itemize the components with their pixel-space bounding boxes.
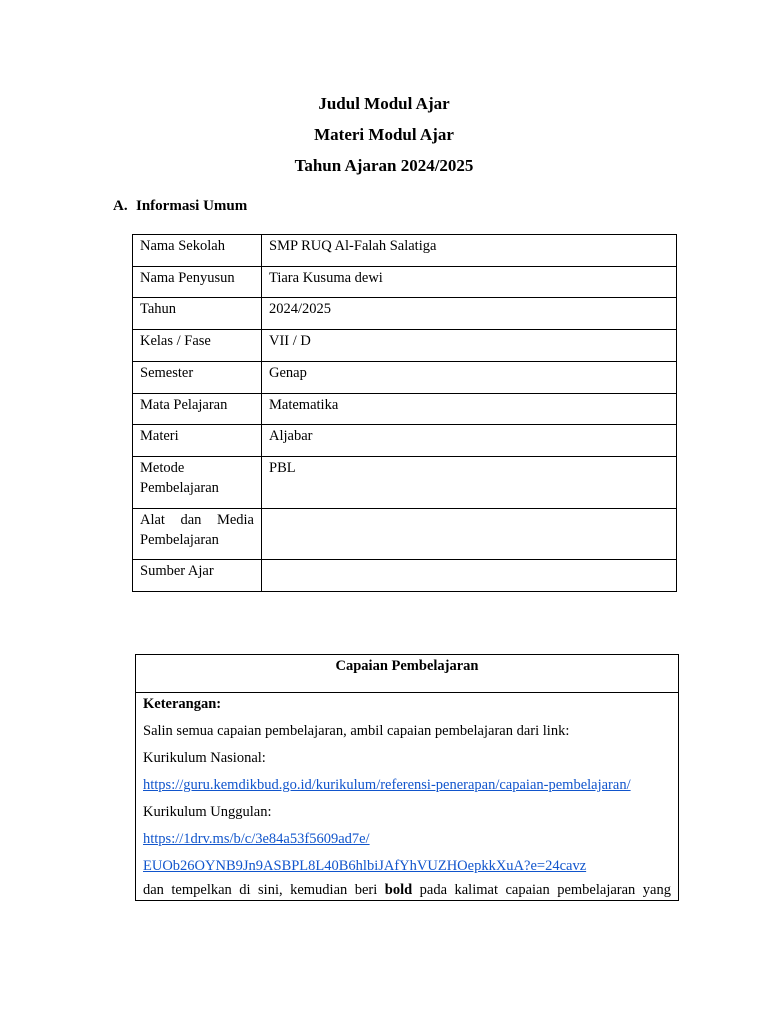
row-value: Tiara Kusuma dewi <box>262 267 677 298</box>
table-row <box>133 560 677 592</box>
kurikulum-unggulan-link-continued[interactable]: EUOb26OYNB9Jn9ASBPL8L40B6hlbiJAfYhVUZHOepkkXuA?e=24cavz <box>143 858 587 874</box>
kurikulum-nasional-label: Kurikulum Nasional: <box>143 750 266 766</box>
word: capaian <box>505 882 550 898</box>
informasi-umum-table <box>132 234 677 592</box>
table-row <box>136 655 679 693</box>
word: kalimat <box>454 882 498 898</box>
row-label: Materi <box>133 425 262 457</box>
row-value: VII / D <box>262 330 677 362</box>
instruction-text: Salin semua capaian pembelajaran, ambil capaian pembelajaran dari link: <box>143 723 570 739</box>
table-row <box>136 693 679 901</box>
word: yang <box>642 882 671 898</box>
title-line-1: Judul Modul Ajar <box>318 94 450 113</box>
row-label: Tahun <box>133 298 262 330</box>
kurikulum-unggulan-link[interactable]: https://1drv.ms/b/c/3e84a53f5609ad7e/ <box>143 831 370 847</box>
section-heading-informasi-umum <box>113 197 247 215</box>
word: tempelkan <box>171 882 232 898</box>
keterangan-label: Keterangan: <box>143 696 222 712</box>
title-line-2: Materi Modul Ajar <box>314 125 454 144</box>
word: pada <box>419 882 448 898</box>
table-row <box>133 394 677 425</box>
word-bold: bold <box>384 882 413 898</box>
row-label: Nama Penyusun <box>133 267 262 298</box>
row-label: Kelas / Fase <box>133 330 262 362</box>
word: beri <box>354 882 378 898</box>
table-row <box>133 509 677 560</box>
kurikulum-nasional-link[interactable]: https://guru.kemdikbud.go.id/kurikulum/referensi-penerapan/capaian-pembelajaran/ <box>143 777 631 793</box>
instruction-continuation <box>143 880 671 900</box>
title-line-3: Tahun Ajaran 2024/2025 <box>294 156 474 175</box>
label-word: Media <box>216 512 254 528</box>
row-value <box>262 560 677 592</box>
section-letter: A. <box>113 198 128 214</box>
word: di <box>239 882 251 898</box>
row-value: Genap <box>262 362 677 394</box>
row-label: Sumber Ajar <box>133 560 262 592</box>
capaian-body <box>136 693 679 901</box>
table-row <box>133 330 677 362</box>
row-label-line-2: Pembelajaran <box>140 532 219 548</box>
table-row <box>133 457 677 509</box>
table-row <box>133 235 677 267</box>
row-label-line-1: Metode <box>140 460 185 476</box>
row-label-line-2: Pembelajaran <box>140 480 219 496</box>
row-value <box>262 509 677 560</box>
row-label-line-1 <box>140 510 254 530</box>
word: pembelajaran <box>557 882 636 898</box>
row-label <box>133 457 262 509</box>
row-label <box>133 509 262 560</box>
label-word: dan <box>180 512 202 528</box>
row-value: Matematika <box>262 394 677 425</box>
capaian-pembelajaran-table <box>135 654 679 901</box>
table-row <box>133 267 677 298</box>
capaian-heading: Capaian Pembelajaran <box>136 655 679 693</box>
row-label: Nama Sekolah <box>133 235 262 267</box>
table-row <box>133 298 677 330</box>
row-label: Semester <box>133 362 262 394</box>
row-value: PBL <box>262 457 677 509</box>
kurikulum-unggulan-label: Kurikulum Unggulan: <box>143 804 272 820</box>
label-word: Alat <box>140 512 165 528</box>
word: kemudian <box>290 882 348 898</box>
table-row <box>133 362 677 394</box>
row-value: Aljabar <box>262 425 677 457</box>
table-row <box>133 425 677 457</box>
row-value: 2024/2025 <box>262 298 677 330</box>
word: sini, <box>258 882 283 898</box>
row-label: Mata Pelajaran <box>133 394 262 425</box>
row-value: SMP RUQ Al-Falah Salatiga <box>262 235 677 267</box>
word: dan <box>143 882 164 898</box>
section-title: Informasi Umum <box>136 198 248 214</box>
